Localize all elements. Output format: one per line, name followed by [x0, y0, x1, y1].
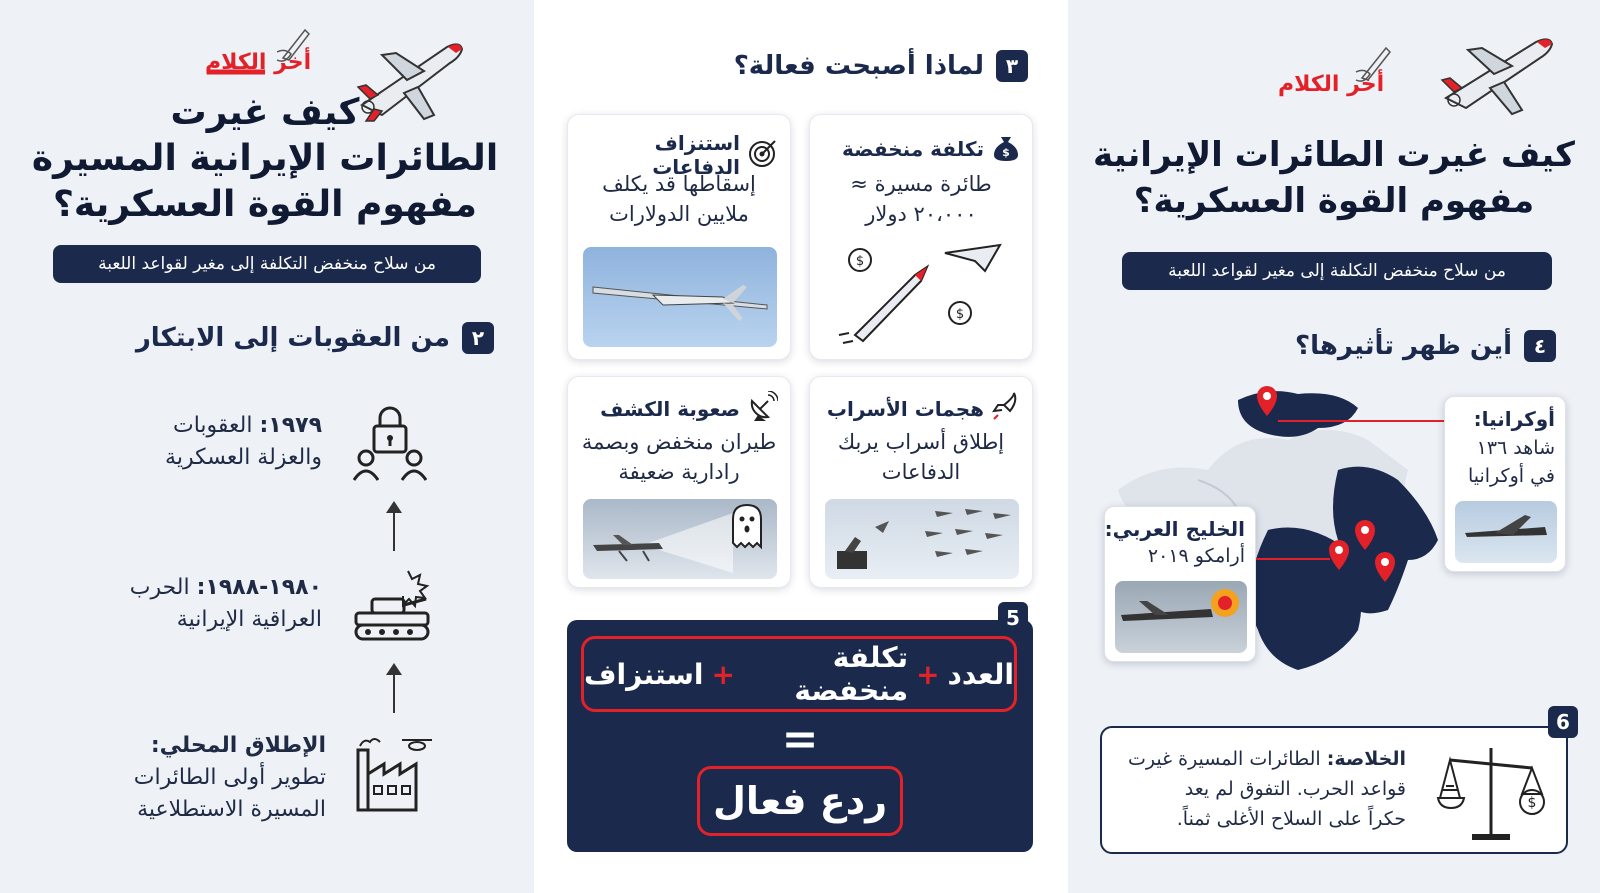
card-swarm-line2: الدفاعات: [881, 460, 961, 484]
section-2-header: [136, 322, 494, 354]
formula-equals: =: [781, 714, 819, 765]
aramco-strike-photo: [1115, 581, 1247, 653]
card-low-cost-line2: ٢٠،٠٠٠ دولار: [865, 202, 977, 226]
gulf-pin-icon-3: [1374, 552, 1396, 586]
summary-line1: الطائرات المسيرة غيرت: [1128, 748, 1327, 770]
timeline-arrow-2: [393, 665, 395, 713]
timeline-local-line2: تطوير أولى الطائرات: [133, 765, 326, 790]
timeline-item-1979: [82, 410, 322, 474]
money-bag-icon: [992, 131, 1020, 166]
low-flying-drone-image: [583, 499, 777, 579]
summary-box: [1100, 726, 1568, 854]
brand-logo-right: [1278, 40, 1408, 104]
formula-plus-2: +: [711, 657, 736, 691]
formula-terms-frame: [581, 636, 1017, 712]
formula-plus-1: +: [916, 657, 940, 691]
card-attrition-line1: إسقاطها قد يكلف: [602, 172, 756, 196]
card-low-cost-title-row: [842, 131, 1020, 166]
card-low-cost: [809, 114, 1033, 360]
card-stealth-body: [578, 427, 780, 487]
card-swarm-title-row: [827, 391, 1020, 426]
missile-vs-drone-icon: [835, 235, 1015, 350]
timeline-1979-year: ١٩٧٩:: [259, 413, 322, 438]
tank-icon: [350, 565, 440, 645]
card-attrition: [567, 114, 791, 360]
timeline-item-1980: [82, 572, 322, 636]
left-title-line3: مفهوم القوة العسكرية؟: [53, 184, 477, 225]
card-swarm-line1: إطلاق أسراب يربك: [837, 430, 1005, 454]
right-title: [1078, 132, 1590, 224]
section-4-title: أين ظهر تأثيرها؟: [1295, 331, 1512, 361]
card-swarm: [809, 376, 1033, 588]
section-4-header: [1295, 330, 1556, 362]
card-stealth-title-row: [600, 391, 778, 426]
section-2-title: من العقوبات إلى الابتكار: [135, 323, 450, 353]
card-low-cost-body: [820, 169, 1022, 229]
gulf-title: الخليج العربي:: [1104, 517, 1245, 541]
card-stealth-line2: رادارية ضعيفة: [618, 460, 740, 484]
card-stealth-line1: طيران منخفض وبصمة: [581, 430, 777, 454]
gulf-callout: [1104, 506, 1256, 662]
middle-panel: [534, 0, 1068, 893]
left-title-line1: كيف غيرت: [170, 92, 360, 133]
brand-logo: [205, 22, 325, 82]
card-stealth: [567, 376, 791, 588]
timeline-local-line3: المسيرة الاستطلاعية: [137, 797, 326, 822]
logo-text: أخر الكلام: [205, 50, 312, 75]
svg-text:$: $: [855, 254, 865, 269]
summary-bold: الخلاصة:: [1326, 748, 1406, 770]
formula-result: ردع فعال: [712, 779, 888, 823]
ukraine-line2: في أوكرانيا: [1467, 465, 1555, 487]
factory-drone-icon: [350, 730, 440, 814]
timeline-1979-text: العقوبات: [173, 413, 260, 438]
section-3-title: لماذا أصبحت فعالة؟: [733, 51, 984, 81]
drone-photo: [583, 247, 777, 347]
section-2-number: ٢: [462, 322, 494, 354]
timeline-1980-line2: العراقية الإيرانية: [176, 607, 322, 632]
scales-icon: [1436, 738, 1546, 846]
right-panel: [1068, 0, 1600, 893]
timeline-1980-text: الحرب: [129, 575, 197, 600]
left-subtitle-pill: من سلاح منخفض التكلفة إلى مغير لقواعد اللعبة: [53, 245, 481, 283]
timeline-1979-line2: والعزلة العسكرية: [165, 445, 322, 470]
card-attrition-body: [578, 169, 780, 229]
shahed-drone-photo: [1455, 501, 1557, 563]
drone-swarm-image: [825, 499, 1019, 579]
timeline-arrow-1: [393, 503, 395, 551]
section-3-header: [734, 50, 1028, 82]
card-attrition-title: استنزاف الدفاعات: [652, 131, 740, 179]
timeline-item-local-launch: [36, 730, 326, 826]
gulf-pin-icon-2: [1354, 520, 1376, 554]
logo-text-right: أخر الكلام: [1278, 72, 1385, 97]
ukraine-line1: شاهد ١٣٦: [1476, 437, 1555, 459]
card-swarm-title: هجمات الأسراب: [826, 396, 984, 421]
sanctions-lock-icon: [350, 400, 434, 484]
formula-term-attrition: استنزاف: [584, 657, 704, 691]
target-icon: [748, 138, 778, 173]
ukraine-callout: [1444, 396, 1566, 572]
gulf-line1: أرامكو ٢٠١٩: [1147, 545, 1245, 567]
svg-text:$: $: [955, 307, 965, 322]
right-title-line1: كيف غيرت الطائرات الإيرانية: [1093, 135, 1575, 175]
card-stealth-title: صعوبة الكشف: [600, 396, 740, 421]
summary-line3: حكراً على السلاح الأغلى ثمناً.: [1176, 808, 1406, 830]
section-6-number: 6: [1548, 706, 1578, 738]
card-attrition-line2: ملايين الدولارات: [609, 202, 749, 226]
right-subtitle-pill: من سلاح منخفض التكلفة إلى مغير لقواعد اللعبة: [1122, 252, 1552, 290]
ukraine-title: أوكرانيا:: [1473, 407, 1555, 431]
ukraine-pin-icon: [1256, 386, 1278, 420]
card-swarm-body: [820, 427, 1022, 487]
gulf-pin-icon-1: [1328, 540, 1350, 574]
rocket-icon: [992, 391, 1020, 426]
svg-text:$: $: [1002, 146, 1010, 159]
formula-box: [567, 620, 1033, 852]
summary-line2: قواعد الحرب. التفوق لم يعد: [1184, 778, 1406, 800]
right-title-line2: مفهوم القوة العسكرية؟: [1133, 181, 1535, 221]
card-low-cost-line1: طائرة مسيرة ≈: [850, 172, 992, 196]
section-5-number: 5: [998, 602, 1028, 634]
left-title: [30, 90, 500, 228]
section-3-number: ٣: [996, 50, 1028, 82]
timeline-1980-year: ١٩٨٠-١٩٨٨:: [196, 575, 322, 600]
ukraine-connector: [1278, 420, 1446, 422]
summary-text: [1106, 744, 1406, 834]
formula-term-low-cost: تكلفة منخفضة: [794, 641, 909, 707]
card-low-cost-title: تكلفة منخفضة: [842, 136, 984, 161]
timeline-local-title: الإطلاق المحلي:: [150, 733, 326, 758]
radar-dish-icon: [748, 391, 778, 426]
drone-plane-icon-right: [1436, 32, 1561, 117]
left-panel: [0, 0, 534, 893]
section-4-number: ٤: [1524, 330, 1556, 362]
left-title-line2: الطائرات الإيرانية المسيرة: [31, 138, 499, 179]
formula-term-count: العدد: [947, 657, 1014, 691]
svg-text:$: $: [1527, 795, 1537, 811]
formula-result-frame: [697, 766, 903, 836]
